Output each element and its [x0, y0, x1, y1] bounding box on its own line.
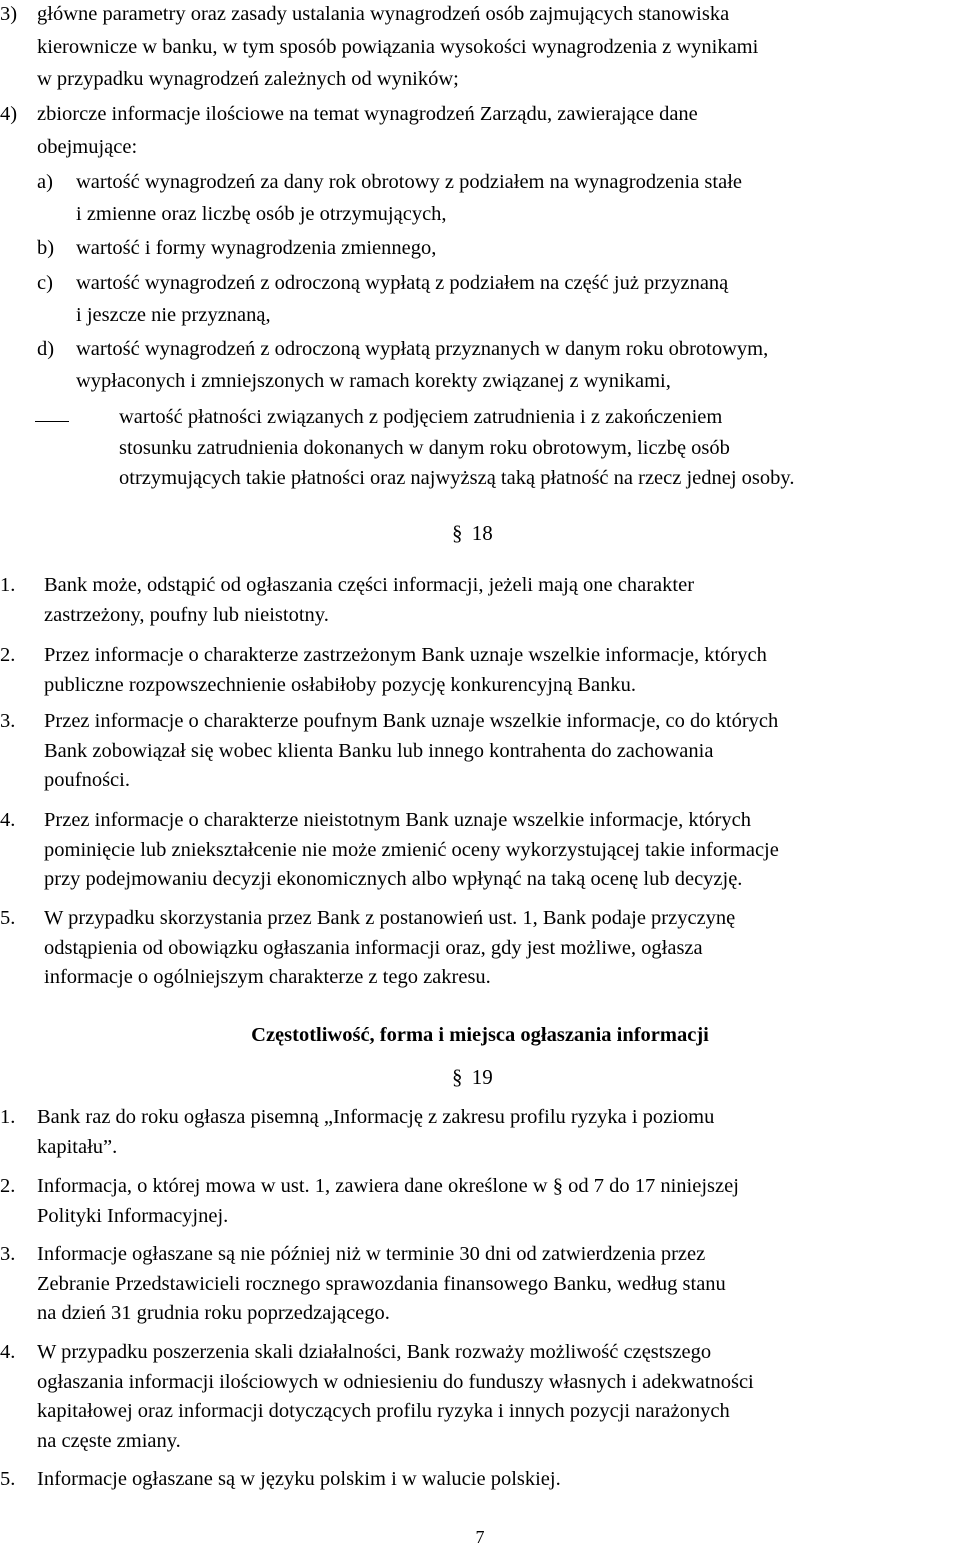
section-number: 18	[466, 521, 493, 545]
item-4a-line: i zmienne oraz liczbę osób je otrzymujących,	[76, 203, 447, 225]
item-4-number: 4)	[0, 103, 18, 125]
item-4a-line: wartość wynagrodzeń za dany rok obrotowy z podziałem na wynagrodzenia stałe	[76, 171, 742, 193]
item-4c-line: i jeszcze nie przyznaną,	[76, 304, 271, 326]
section-19-item-1-number: 1.	[0, 1106, 16, 1128]
section-symbol: §	[452, 521, 463, 545]
section-number: 19	[466, 1065, 493, 1089]
dash-bullet	[35, 421, 69, 422]
section-19-item-5-line: Informacje ogłaszane są w języku polskim i w walucie polskiej.	[37, 1468, 561, 1490]
section-18-item-4-number: 4.	[0, 809, 16, 831]
item-3-line: w przypadku wynagrodzeń zależnych od wyników;	[37, 68, 459, 90]
section-19-item-4-line: W przypadku poszerzenia skali działalności, Bank rozważy możliwość częstszego	[37, 1341, 712, 1363]
dash-item-line: otrzymujących takie płatności oraz najwyższą taką płatność na rzecz jednej osoby.	[119, 467, 795, 489]
section-19-item-2-line: Informacja, o której mowa w ust. 1, zawiera dane określone w § od 7 do 17 niniejszej	[37, 1175, 739, 1197]
section-19-item-4-line: na częste zmiany.	[37, 1429, 181, 1452]
section-heading: Częstotliwość, forma i miejsca ogłaszania informacji	[251, 1024, 709, 1046]
item-3-line: kierownicze w banku, w tym sposób powiązania wysokości wynagrodzenia z wynikami	[37, 35, 759, 58]
section-18-mark	[452, 519, 493, 549]
section-18-item-4-line: Przez informacje o charakterze nieistotnym Bank uznaje wszelkie informacje, których	[44, 809, 751, 831]
section-18-item-3-line: Przez informacje o charakterze poufnym Bank uznaje wszelkie informacje, co do których	[44, 710, 779, 732]
item-4c-number: c)	[37, 272, 53, 294]
section-18-item-4-line: przy podejmowaniu decyzji ekonomicznych albo wpłynąć na taką ocenę lub decyzję.	[44, 868, 743, 890]
section-19-mark	[452, 1063, 493, 1093]
section-19-item-4-number: 4.	[0, 1341, 16, 1363]
section-19-item-2-line: Polityki Informacyjnej.	[37, 1204, 229, 1227]
section-symbol: §	[452, 1065, 463, 1089]
section-18-item-1-line: Bank może, odstąpić od ogłaszania części informacji, jeżeli mają one charakter	[44, 574, 695, 596]
dash-item-line: wartość płatności związanych z podjęciem zatrudnienia i z zakończeniem	[119, 406, 723, 428]
section-19-item-3-line: Informacje ogłaszane są nie później niż w terminie 30 dni od zatwierdzenia przez	[37, 1243, 706, 1265]
section-18-item-5-line: informacje o ogólniejszym charakterze z tego zakresu.	[44, 966, 491, 988]
item-4d-line: wypłaconych i zmniejszonych w ramach korekty związanej z wynikami,	[76, 370, 671, 392]
section-18-item-4-line: pominięcie lub zniekształcenie nie może zmienić oceny wykorzystującej takie informacje	[44, 838, 779, 861]
section-19-item-3-line: na dzień 31 grudnia roku poprzedzającego.	[37, 1302, 390, 1324]
section-19-item-3-line: Zebranie Przedstawicieli rocznego sprawozdania finansowego Banku, według stanu	[37, 1272, 726, 1295]
item-4b-number: b)	[37, 237, 55, 259]
page-number: 7	[475, 1527, 485, 1547]
section-19-item-5-number: 5.	[0, 1468, 16, 1490]
item-4b-line: wartość i formy wynagrodzenia zmiennego,	[76, 237, 437, 259]
section-18-item-3-line: Bank zobowiązał się wobec klienta Banku lub innego kontrahenta do zachowania	[44, 739, 714, 762]
item-3-number: 3)	[0, 3, 18, 25]
section-18-item-1-line: zastrzeżony, poufny lub nieistotny.	[44, 603, 329, 626]
section-18-item-5-number: 5.	[0, 907, 16, 929]
section-19-item-2-number: 2.	[0, 1175, 16, 1197]
dash-item-line: stosunku zatrudnienia dokonanych w danym roku obrotowym, liczbę osób	[119, 436, 730, 459]
item-4d-line: wartość wynagrodzeń z odroczoną wypłatą przyznanych w danym roku obrotowym,	[76, 338, 769, 360]
section-18-item-5-line: odstąpienia od obowiązku ogłaszania informacji oraz, gdy jest możliwe, ogłasza	[44, 936, 703, 959]
item-3-line: główne parametry oraz zasady ustalania wynagrodzeń osób zajmujących stanowiska	[37, 3, 730, 25]
item-4-line: obejmujące:	[37, 135, 138, 158]
item-4c-line: wartość wynagrodzeń z odroczoną wypłatą z podziałem na część już przyznaną	[76, 272, 729, 294]
item-4-line: zbiorcze informacje ilościowe na temat wynagrodzeń Zarządu, zawierające dane	[37, 103, 698, 125]
section-19-item-1-line: Bank raz do roku ogłasza pisemną „Informację z zakresu profilu ryzyka i poziomu	[37, 1106, 715, 1128]
section-18-item-5-line: W przypadku skorzystania przez Bank z postanowień ust. 1, Bank podaje przyczynę	[44, 907, 736, 929]
item-4d-number: d)	[37, 338, 55, 360]
section-18-item-1-number: 1.	[0, 574, 16, 596]
section-19-item-1-line: kapitału”.	[37, 1135, 118, 1158]
section-19-item-4-line: ogłaszania informacji ilościowych w odniesieniu do funduszy własnych i adekwatności	[37, 1370, 754, 1393]
section-19-item-4-line: kapitałowej oraz informacji dotyczących profilu ryzyka i innych pozycji narażonych	[37, 1400, 730, 1422]
section-19-item-3-number: 3.	[0, 1243, 16, 1265]
section-18-item-2-number: 2.	[0, 644, 16, 666]
section-18-item-2-line: Przez informacje o charakterze zastrzeżonym Bank uznaje wszelkie informacje, których	[44, 644, 767, 666]
section-18-item-3-number: 3.	[0, 710, 16, 732]
item-4a-number: a)	[37, 171, 53, 193]
section-18-item-3-line: poufności.	[44, 769, 130, 791]
section-18-item-2-line: publiczne rozpowszechnienie osłabiłoby pozycję konkurencyjną Banku.	[44, 673, 637, 696]
